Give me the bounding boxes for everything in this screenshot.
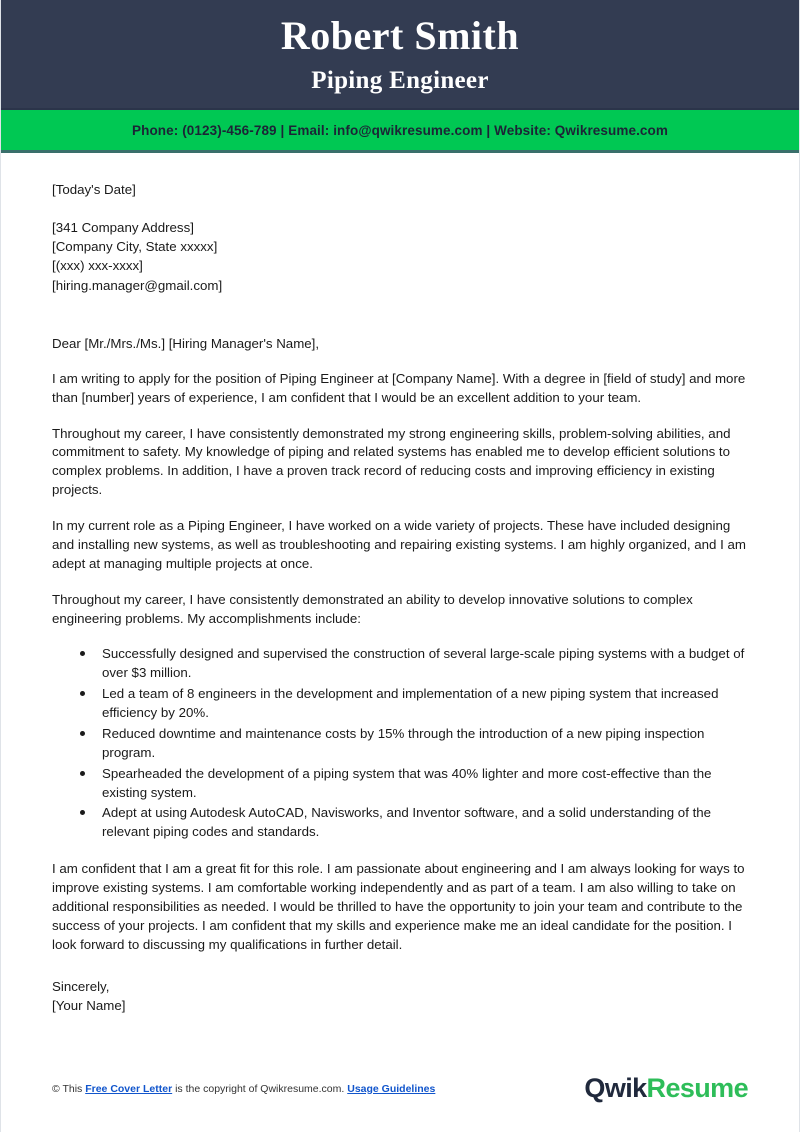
list-item — [80, 804, 748, 842]
candidate-job-title: Piping Engineer — [311, 66, 489, 94]
letter-paragraph: In my current role as a Piping Engineer, I have worked on a wide variety of projects. These have included designing and installing new systems, as well as troubleshooting and repairing existing systems. I am highly organized, and I am adept at managing multiple projects at once. — [52, 518, 747, 571]
recipient-address-line: [Company City, State xxxxx] — [52, 239, 218, 255]
list-item — [80, 765, 748, 803]
recipient-address-line: [hiring.manager@gmail.com] — [52, 277, 223, 293]
list-item — [80, 725, 748, 763]
document-footer — [0, 1075, 800, 1102]
list-item-text: Adept at using Autodesk AutoCAD, Navisworks, and Inventor software, and a solid understanding of the relevant piping codes and standards. — [102, 805, 712, 840]
bullet-icon — [80, 771, 85, 776]
bullet-icon — [80, 810, 85, 815]
letter-closing-paragraph: I am confident that I am a great fit for this role. I am passionate about engineering and I am always looking for ways to improve existing systems. I am comfortable working independently and as part of a team. I am also willing to take on additional responsibilities as needed. I would be thrilled to have the opportunity to join your team and contribute to the success of your projects. I am confident that my skills and experience make me an ideal candidate for the position. I look forward to discussing my qualifications in further detail. — [52, 861, 745, 952]
list-item-text: Successfully designed and supervised the construction of several large-scale piping systems with a budget of over $3 million. — [102, 646, 745, 681]
candidate-name: Robert Smith — [280, 13, 520, 58]
usage-guidelines-link[interactable]: Usage Guidelines — [347, 1082, 436, 1095]
signature-name: [Your Name] — [52, 997, 126, 1013]
document-header — [0, 0, 800, 110]
bullet-icon — [80, 691, 85, 696]
list-item — [80, 645, 748, 683]
copyright-prefix: © This — [52, 1082, 86, 1095]
free-cover-letter-link[interactable]: Free Cover Letter — [85, 1082, 173, 1095]
list-item-text: Led a team of 8 engineers in the development and implementation of a new piping system that increased efficiency by 20%. — [102, 686, 719, 721]
salutation: Dear [Mr./Mrs./Ms.] [Hiring Manager's Name], — [52, 335, 320, 351]
letter-paragraph: Throughout my career, I have consistently demonstrated my strong engineering skills, problem-solving abilities, and commitment to safety. My knowledge of piping and related systems has enabled me to develop efficient solutions to complex problems. In addition, I have a proven track record of reducing costs and improving efficiency in existing projects. — [52, 425, 731, 498]
copyright-middle: is the copyright of Qwikresume.com. — [172, 1082, 348, 1095]
logo-text-resume: Resume — [646, 1073, 748, 1103]
accomplishments-list — [52, 645, 748, 842]
qwikresume-logo[interactable] — [584, 1075, 748, 1102]
logo-text-qwik: Qwik — [584, 1073, 647, 1103]
bullet-icon — [80, 731, 85, 736]
list-item-text: Reduced downtime and maintenance costs by 15% through the introduction of a new piping inspection program. — [102, 725, 705, 760]
list-item — [80, 685, 748, 723]
list-item-text: Spearheaded the development of a piping system that was 40% lighter and more cost-effective than the existing system. — [102, 765, 712, 800]
signature-block — [52, 977, 748, 1016]
recipient-address-block — [52, 218, 748, 295]
contact-bar — [0, 110, 800, 153]
contact-details-text: Phone: (0123)-456-789 | Email: info@qwikresume.com | Website: Qwikresume.com — [132, 122, 668, 138]
bullet-icon — [80, 651, 85, 656]
copyright-note — [52, 1083, 435, 1095]
recipient-address-line: [(xxx) xxx-xxxx] — [52, 258, 143, 274]
letter-paragraph: I am writing to apply for the position of Piping Engineer at [Company Name]. With a degree in [field of study] and more than [number] years of experience, I am confident that I would be an excellent addition to your team. — [52, 370, 746, 405]
date-line: [Today's Date] — [52, 182, 136, 198]
letter-paragraph: Throughout my career, I have consistently demonstrated an ability to develop innovative solutions to complex engineering problems. My accomplishments include: — [52, 591, 693, 626]
sign-off: Sincerely, — [52, 978, 110, 994]
letter-body — [0, 153, 800, 1015]
recipient-address-line: [341 Company Address] — [52, 219, 194, 235]
